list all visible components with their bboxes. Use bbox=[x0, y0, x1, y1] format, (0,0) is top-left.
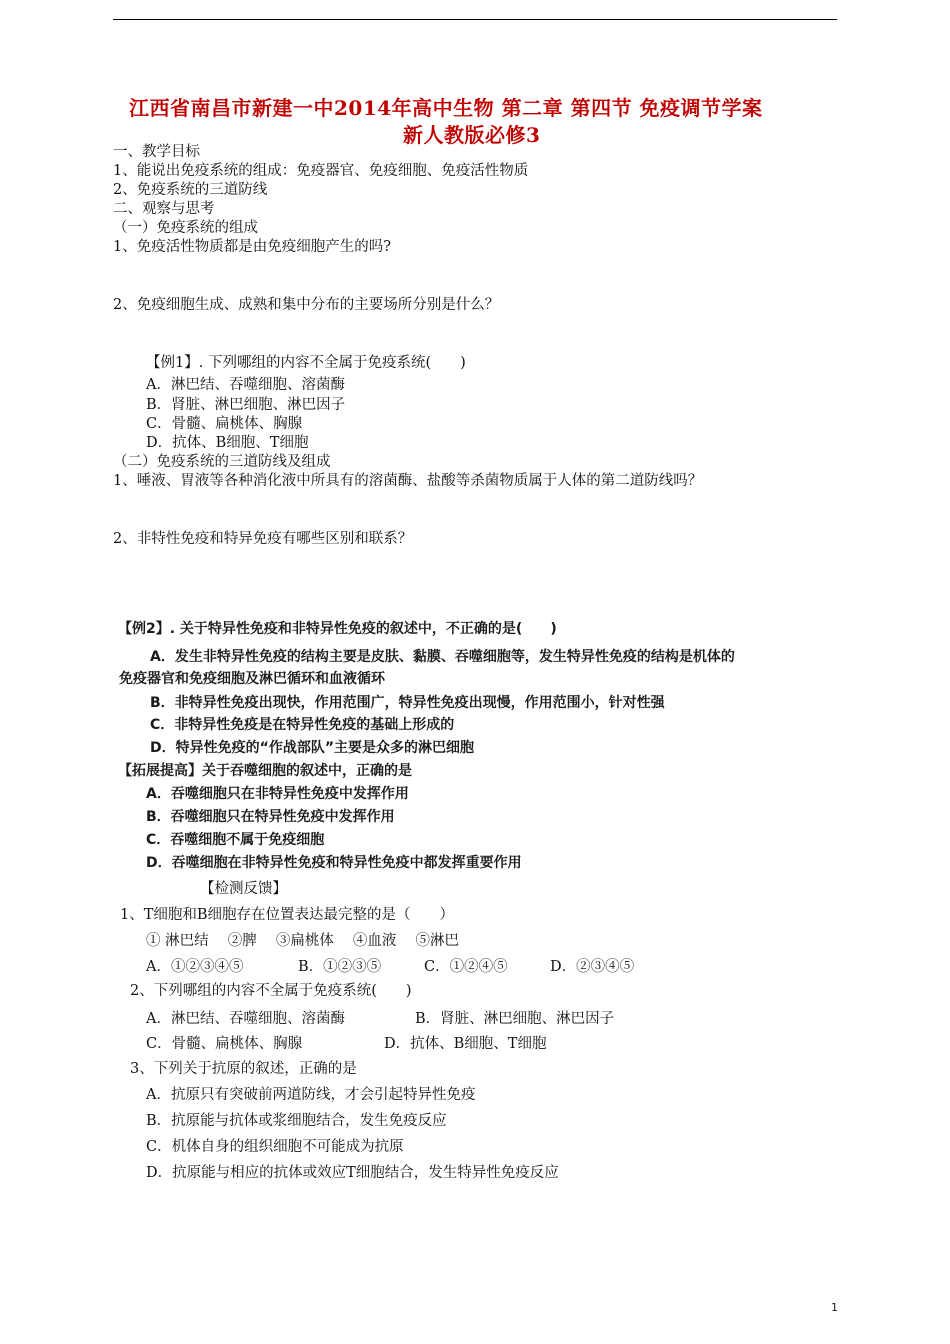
question-text: 1、唾液、胃液等各种消化液中所具有的溶菌酶、盐酸等杀菌物质属于人体的第二道防线吗？ bbox=[113, 473, 703, 489]
feedback-heading: 【检测反馈】 bbox=[200, 881, 287, 897]
example1-option: A．淋巴结、吞噬细胞、溶菌酶 bbox=[146, 377, 345, 393]
feedback-q1-option-a: A．①②③④⑤ bbox=[146, 959, 244, 975]
page-number: 1 bbox=[831, 1301, 838, 1314]
extension-option: C．吞噬细胞不属于免疫细胞 bbox=[146, 832, 325, 848]
feedback-q3-option: C．机体自身的组织细胞不可能成为抗原 bbox=[146, 1139, 404, 1155]
section-heading-objectives: 一、教学目标 bbox=[113, 144, 200, 160]
example1-option: C．骨髓、扁桃体、胸腺 bbox=[146, 416, 303, 432]
example2-option-c: C．非特异性免疫是在特异性免疫的基础上形成的 bbox=[150, 717, 455, 733]
feedback-q2-option-d: D．抗体、B细胞、T细胞 bbox=[384, 1036, 547, 1052]
feedback-q2-stem: 2、下列哪组的内容不全属于免疫系统( ) bbox=[130, 983, 412, 999]
subsection-heading-defense: （二）免疫系统的三道防线及组成 bbox=[113, 454, 331, 470]
feedback-q3-option: A．抗原只有突破前两道防线，才会引起特异性免疫 bbox=[146, 1087, 476, 1103]
feedback-q2-option-c: C．骨髓、扁桃体、胸腺 bbox=[146, 1036, 303, 1052]
feedback-q1-option-c: C．①②④⑤ bbox=[424, 959, 508, 975]
feedback-q2-option-a: A．淋巴结、吞噬细胞、溶菌酶 bbox=[146, 1011, 345, 1027]
feedback-q3-option: B．抗原能与抗体或浆细胞结合，发生免疫反应 bbox=[146, 1113, 447, 1129]
example1-option: B．肾脏、淋巴细胞、淋巴因子 bbox=[146, 397, 346, 413]
subsection-heading-composition: （一）免疫系统的组成 bbox=[113, 220, 258, 236]
extension-stem: 【拓展提高】关于吞噬细胞的叙述中，正确的是 bbox=[118, 763, 412, 779]
header-rule bbox=[113, 19, 837, 20]
feedback-q1-option-b: B．①②③⑤ bbox=[298, 959, 382, 975]
example2-option-b: B．非特异性免疫出现快，作用范围广，特异性免疫出现慢，作用范围小，针对性强 bbox=[150, 695, 665, 711]
objective-item: 2、免疫系统的三道防线 bbox=[113, 182, 268, 198]
feedback-q3-stem: 3、下列关于抗原的叙述，正确的是 bbox=[130, 1061, 357, 1077]
feedback-q1-option-d: D．②③④⑤ bbox=[550, 959, 635, 975]
example1-stem: 【例1】. 下列哪组的内容不全属于免疫系统( ) bbox=[146, 355, 466, 371]
feedback-q3-option: D．抗原能与相应的抗体或效应T细胞结合，发生特异性免疫反应 bbox=[146, 1165, 559, 1181]
document-title-line2: 新人教版必修3 bbox=[403, 123, 541, 147]
example2-option-a: A．发生非特异性免疫的结构主要是皮肤、黏膜、吞噬细胞等，发生特异性免疫的结构是机体的 bbox=[150, 649, 735, 665]
example2-option-d: D．特异性免疫的“作战部队”主要是众多的淋巴细胞 bbox=[150, 740, 475, 756]
question-text: 2、非特性免疫和特异免疫有哪些区别和联系？ bbox=[113, 531, 413, 547]
section-heading-observe: 二、观察与思考 bbox=[113, 201, 215, 217]
feedback-q1-stem: 1、T细胞和B细胞存在位置表达最完整的是（ ） bbox=[120, 907, 455, 923]
extension-option: A．吞噬细胞只在非特异性免疫中发挥作用 bbox=[146, 786, 409, 802]
objective-item: 1、能说出免疫系统的组成：免疫器官、免疫细胞、免疫活性物质 bbox=[113, 163, 529, 179]
example1-option: D．抗体、B细胞、T细胞 bbox=[146, 435, 309, 451]
extension-option: B．吞噬细胞只在特异性免疫中发挥作用 bbox=[146, 809, 395, 825]
example2-option-a-cont: 免疫器官和免疫细胞及淋巴循环和血液循环 bbox=[119, 671, 385, 687]
feedback-q2-option-b: B．肾脏、淋巴细胞、淋巴因子 bbox=[415, 1011, 615, 1027]
feedback-q1-choices: ① 淋巴结 ②脾 ③扁桃体 ④血液 ⑤淋巴 bbox=[146, 933, 460, 949]
question-text: 2、免疫细胞生成、成熟和集中分布的主要场所分别是什么？ bbox=[113, 297, 500, 313]
extension-option: D．吞噬细胞在非特异性免疫和特异性免疫中都发挥重要作用 bbox=[146, 855, 522, 871]
question-text: 1、免疫活性物质都是由免疫细胞产生的吗? bbox=[113, 239, 391, 255]
document-title-line1: 江西省南昌市新建一中2014年高中生物 第二章 第四节 免疫调节学案 bbox=[129, 96, 763, 120]
example2-stem: 【例2】. 关于特异性免疫和非特异性免疫的叙述中，不正确的是( ) bbox=[118, 621, 557, 637]
